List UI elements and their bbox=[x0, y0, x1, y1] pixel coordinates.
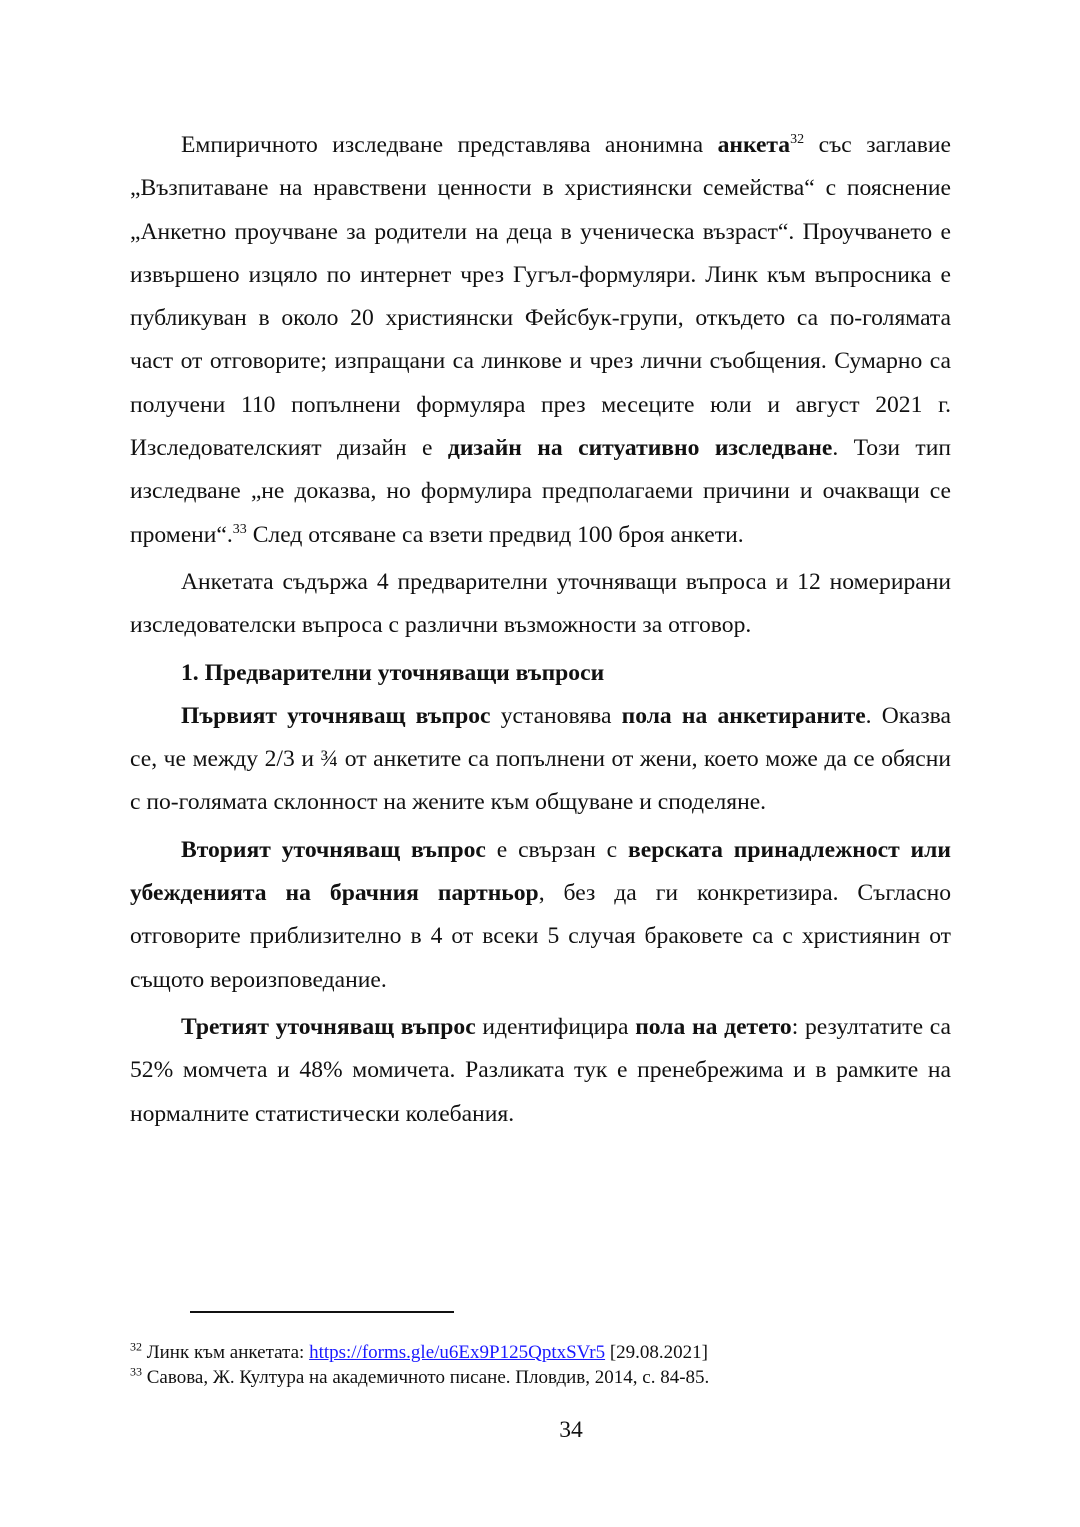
bold-term-respondent-gender: пола на анкетираните bbox=[621, 702, 866, 729]
footnote-number: 33 bbox=[130, 1364, 142, 1379]
text-segment: идентифицира bbox=[475, 1013, 636, 1040]
footnote-ref-32[interactable]: 32 bbox=[790, 132, 805, 148]
footnote-33 bbox=[130, 1365, 951, 1390]
footnote-32 bbox=[130, 1340, 951, 1365]
text-segment: установява bbox=[490, 702, 622, 729]
footnotes bbox=[130, 1340, 951, 1390]
bold-term-first-question: Първият уточняващ въпрос bbox=[181, 702, 491, 729]
section-heading: 1. Предварителни уточняващи въпроси bbox=[181, 659, 605, 686]
bold-term-design: дизайн на ситуативно изследване bbox=[447, 435, 833, 462]
text-segment: е свързан с bbox=[485, 836, 629, 863]
paragraph-second-question bbox=[130, 829, 951, 1002]
bold-term-child-gender: пола на детето bbox=[635, 1013, 792, 1040]
survey-link[interactable]: https://forms.gle/u6Ex9P125QptxSVr5 bbox=[309, 1342, 606, 1363]
text-segment: . Този тип изследване „не доказва, но формулира предполагаеми причини и очакващи се промени“. bbox=[130, 435, 951, 548]
paragraph-survey-intro bbox=[130, 124, 951, 557]
paragraph-third-question bbox=[130, 1006, 951, 1136]
footnote-citation: Савова, Ж. Култура на академичното писане. Пловдив, 2014, с. 84-85. bbox=[142, 1367, 710, 1388]
text-segment: След отсяване са взети предвид 100 броя анкети. bbox=[246, 521, 744, 548]
text-segment: със заглавие „Възпитаване на нравствени ценности в християнски семейства“ с пояснение „Анкетно проучване за родители на деца в ученическа възраст“. Проучването е извършено изцяло по интернет чрез Гугъл-формуляри. Линк към въпросника е публикуван в около 20 християнски Фейсбук-групи, откъдето са по-голямата част от отговорите; изпращани са линкове и чрез лични съобщения. Сумарно са получени 110 попълнени формуляра през месеците юли и август 2021 г. Изследователският дизайн е bbox=[130, 132, 951, 462]
paragraph-survey-structure: Анкетата съдържа 4 предварителни уточняващи въпроса и 12 номерирани изследователски въпроса с различни възможности за отговор. bbox=[130, 568, 951, 639]
bold-term-anketa: анкета bbox=[717, 132, 791, 158]
text-segment: Емпиричното изследване представлява анонимна bbox=[181, 132, 718, 158]
bold-term-second-question: Вторият уточняващ въпрос bbox=[181, 836, 486, 863]
footnote-separator bbox=[190, 1311, 454, 1313]
footnote-ref-33[interactable]: 33 bbox=[232, 521, 247, 537]
text-segment: . Оказва се, че между 2/3 и ¾ от анкетите са попълнени от жени, което може да се обясни с по-голямата склонност на жените към общуване и споделяне. bbox=[130, 702, 951, 816]
bold-term-partner-faith: верската принадлежност или убежденията на брачния партньор bbox=[130, 836, 951, 907]
text-segment: : резултатите са 52% момчета и 48% момичета. Разликата тук е пренебрежима и в рамките на нормалните статистически колебания. bbox=[130, 1013, 951, 1127]
footnote-number: 32 bbox=[130, 1339, 142, 1354]
footnote-label: Линк към анкетата: bbox=[142, 1342, 310, 1363]
paragraph-first-question bbox=[130, 695, 951, 825]
footnote-date: [29.08.2021] bbox=[605, 1342, 708, 1363]
bold-term-third-question: Третият уточняващ въпрос bbox=[181, 1013, 476, 1040]
body-text bbox=[130, 124, 951, 1136]
page-number: 34 bbox=[559, 1417, 583, 1443]
text-segment: , без да ги конкретизира. Съгласно отговорите приблизително в 4 от всеки 5 случая браковете са с християнин от същото вероизповедание. bbox=[130, 880, 951, 993]
